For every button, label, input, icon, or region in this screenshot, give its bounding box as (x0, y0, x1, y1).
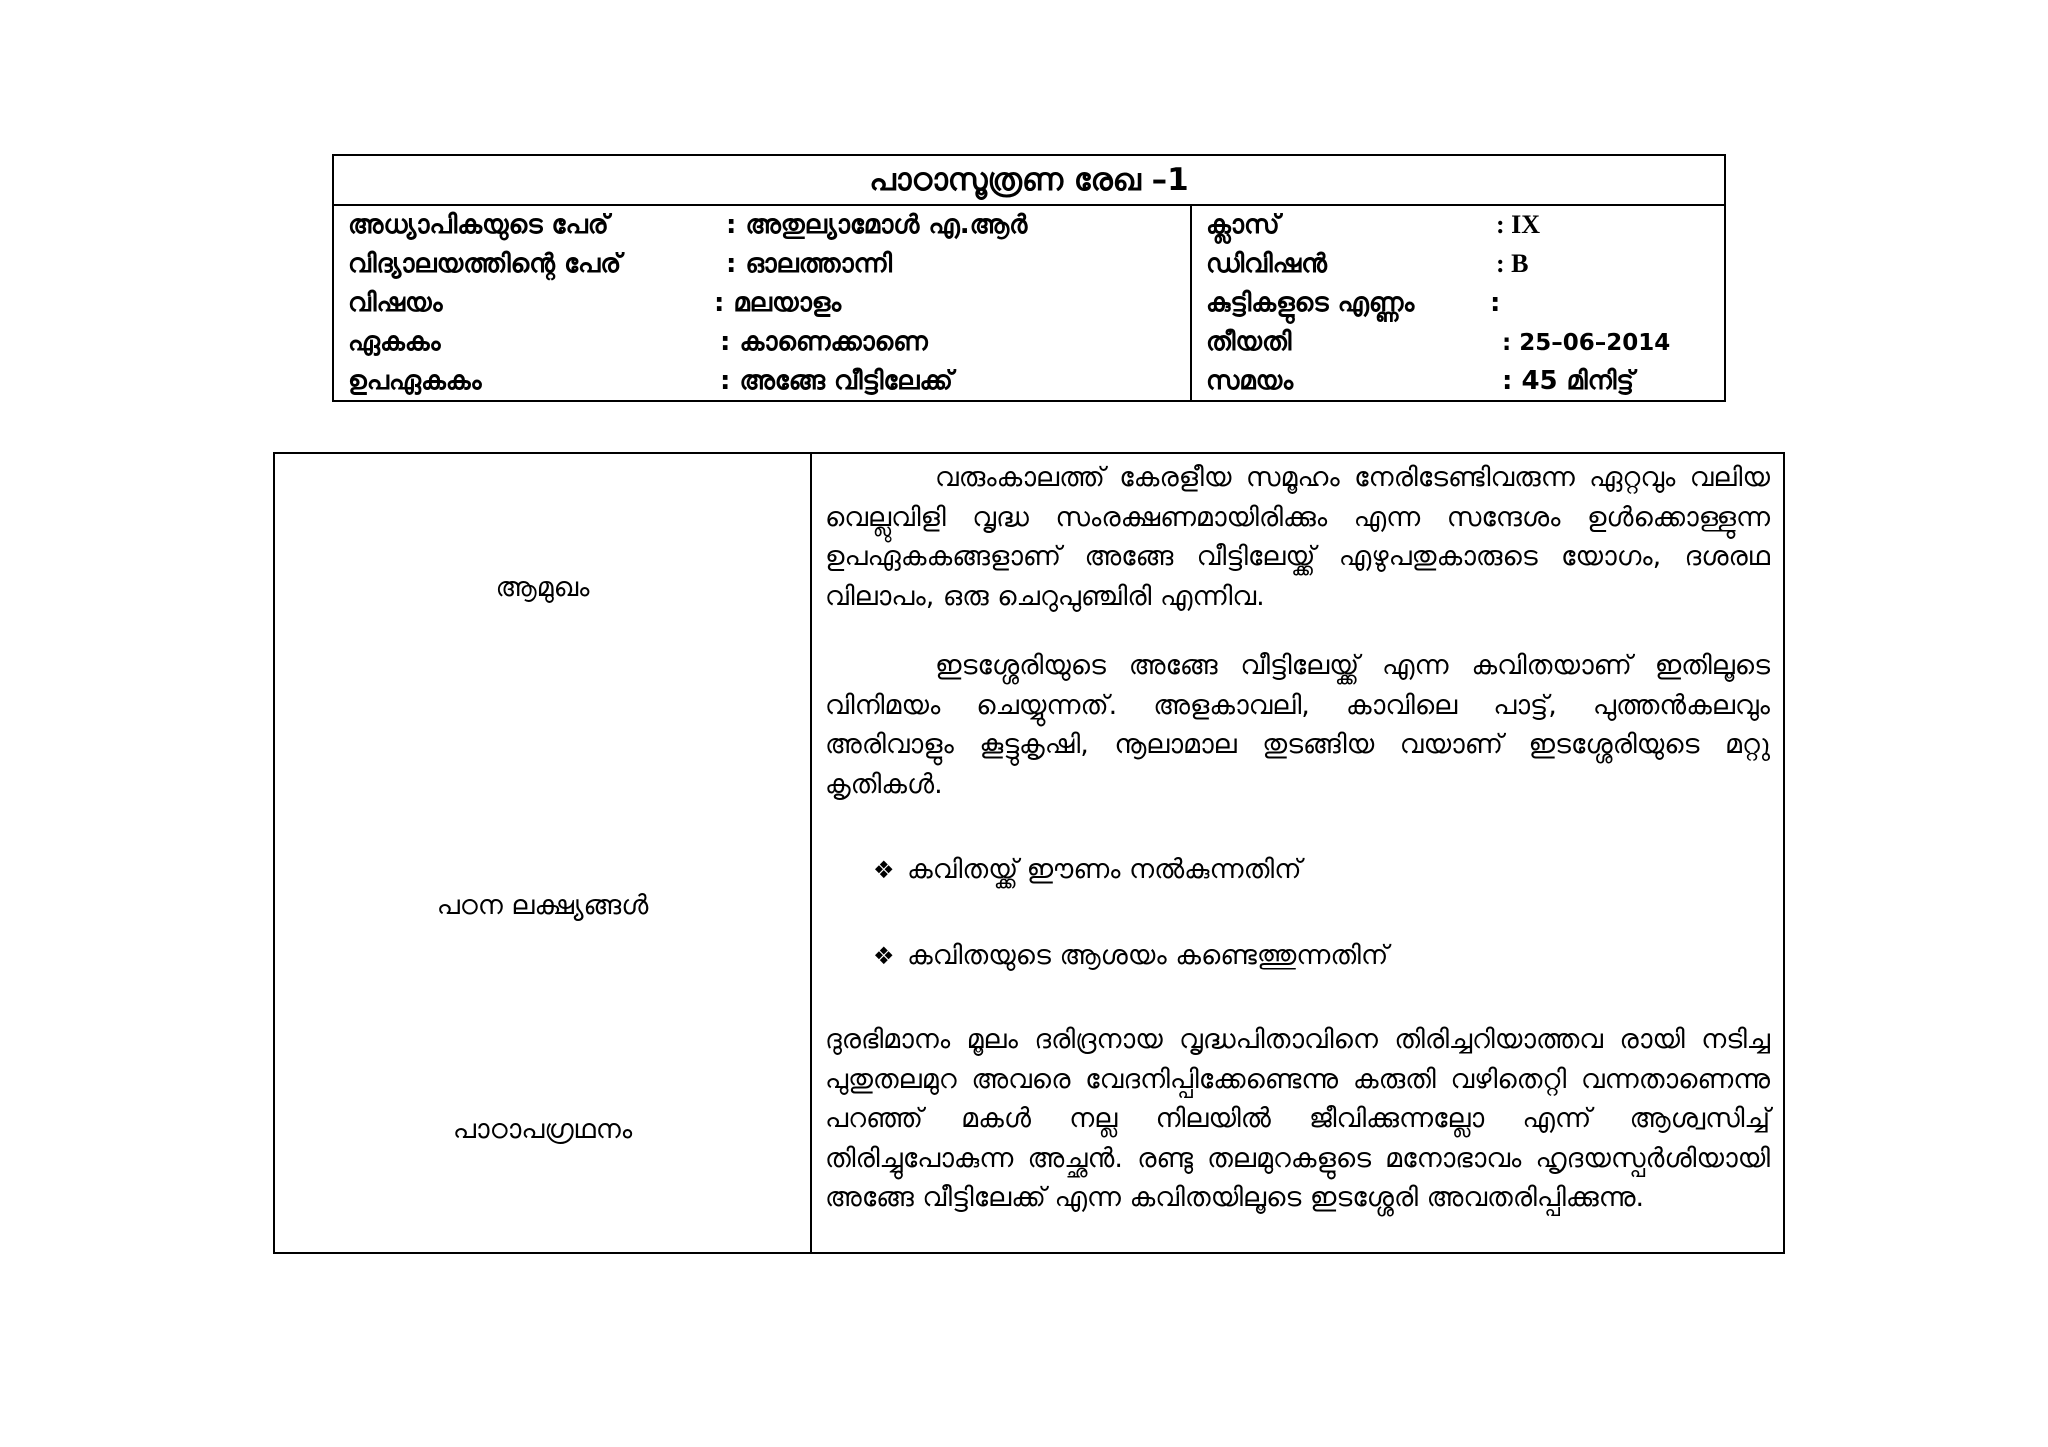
date-label: തീയതി (1206, 327, 1292, 357)
school-value: : ഓലത്താന്നി (726, 249, 893, 279)
date-value: : 25–06–2014 (1502, 330, 1671, 356)
header-right-column (1192, 206, 1724, 400)
page-title: പാഠാസൂത്രണ രേഖ –1 (334, 156, 1724, 206)
intro-paragraph-1: വരുംകാലത്ത് കേരളീയ സമൂഹം നേരിടേണ്ടിവരുന്ന ഏറ്റവും വലിയ വെല്ലുവിളി വൃദ്ധ സംരക്ഷണമായിരിക്കും എന്ന സന്ദേശം ഉൾക്കൊള്ളുന്ന ഉപഏകകങ്ങളാണ് അങ്ങേ വീട്ടിലേയ്ക്ക് എഴുപതുകാരുടെ യോഗം, ദശരഥ വിലാപം, ഒരു ചെറുപുഞ്ചിരി എന്നിവ. (825, 462, 1770, 612)
class-label: ക്ലാസ് (1206, 210, 1280, 240)
column-divider (810, 454, 812, 1252)
teacher-label: അധ്യാപികയുടെ പേര് (348, 210, 609, 240)
header-body (334, 206, 1724, 400)
division-value: : B (1496, 249, 1529, 278)
header-left-column (334, 206, 1192, 400)
school-label: വിദ്യാലയത്തിന്റെ പേര് (348, 249, 622, 279)
subject-label: വിഷയം (348, 288, 443, 318)
time-value: : 45 മിനിട്ട് (1502, 366, 1634, 396)
unit-value: : കാണെക്കാണെ (720, 327, 928, 357)
objective-text: കവിതയ്ക്ക് ഈണം നൽകുന്നതിന് (907, 854, 1302, 885)
unit-label: ഏകകം (348, 327, 441, 357)
class-value: : IX (1496, 210, 1541, 239)
objective-item (873, 854, 1302, 886)
objective-item (873, 940, 1388, 972)
diamond-bullet-icon: ❖ (873, 856, 895, 884)
students-label: കുട്ടികളുടെ എണ്ണം (1206, 288, 1415, 318)
diamond-bullet-icon: ❖ (873, 942, 895, 970)
theme-label: പാഠാപഗ്രഥനം (452, 1114, 633, 1145)
objective-text: കവിതയുടെ ആശയം കണ്ടെത്തുന്നതിന് (907, 940, 1389, 971)
lesson-plan-header (332, 154, 1726, 402)
theme-paragraph: ദുരഭിമാനം മൂലം ദരിദ്രനായ വൃദ്ധപിതാവിനെ തിരിച്ചറിയാത്തവ രായി നടിച്ച പുതുതലമുറ അവരെ വേദനിപ്പിക്കേണ്ടെന്നു കരുതി വഴിതെറ്റി വന്നതാണെന്നു പറഞ്ഞ് മകൾ നല്ല നിലയിൽ ജീവിക്കുന്നല്ലോ എന്ന് ആശ്വസിച്ച് തിരിച്ചുപോകുന്ന അച്ഛൻ. രണ്ടു തലമുറകളുടെ മനോഭാവം ഹൃദയസ്പർശിയായി അങ്ങേ വീട്ടിലേക്ക് എന്ന കവിതയിലൂടെ ഇടശ്ശേരി അവതരിപ്പിക്കുന്നു. (825, 1024, 1770, 1213)
teacher-value: : അതുല്യാമോൾ എ.ആർ (726, 210, 1028, 240)
lesson-content-table (273, 452, 1785, 1254)
subunit-value: : അങ്ങേ വീട്ടിലേക്ക് (720, 366, 953, 396)
time-label: സമയം (1206, 366, 1294, 396)
objectives-label: പഠന ലക്ഷ്യങ്ങൾ (436, 890, 649, 921)
division-label: ഡിവിഷൻ (1206, 249, 1328, 279)
intro-paragraph-2: ഇടശ്ശേരിയുടെ അങ്ങേ വീട്ടിലേയ്ക്ക് എന്ന കവിതയാണ് ഇതിലൂടെ വിനിമയം ചെയ്യുന്നത്. അളകാവലി, കാവിലെ പാട്ട്, പുത്തൻകലവും അരിവാളും കൂട്ടുകൃഷി, നൂലാമാല തുടങ്ങിയ വയാണ് ഇടശ്ശേരിയുടെ മറ്റു കൃതികൾ. (825, 650, 1770, 800)
students-value: : (1490, 288, 1501, 318)
intro-label: ആമുഖം (495, 572, 590, 603)
subunit-label: ഉപഏകകം (348, 366, 482, 396)
subject-value: : മലയാളം (714, 288, 842, 318)
